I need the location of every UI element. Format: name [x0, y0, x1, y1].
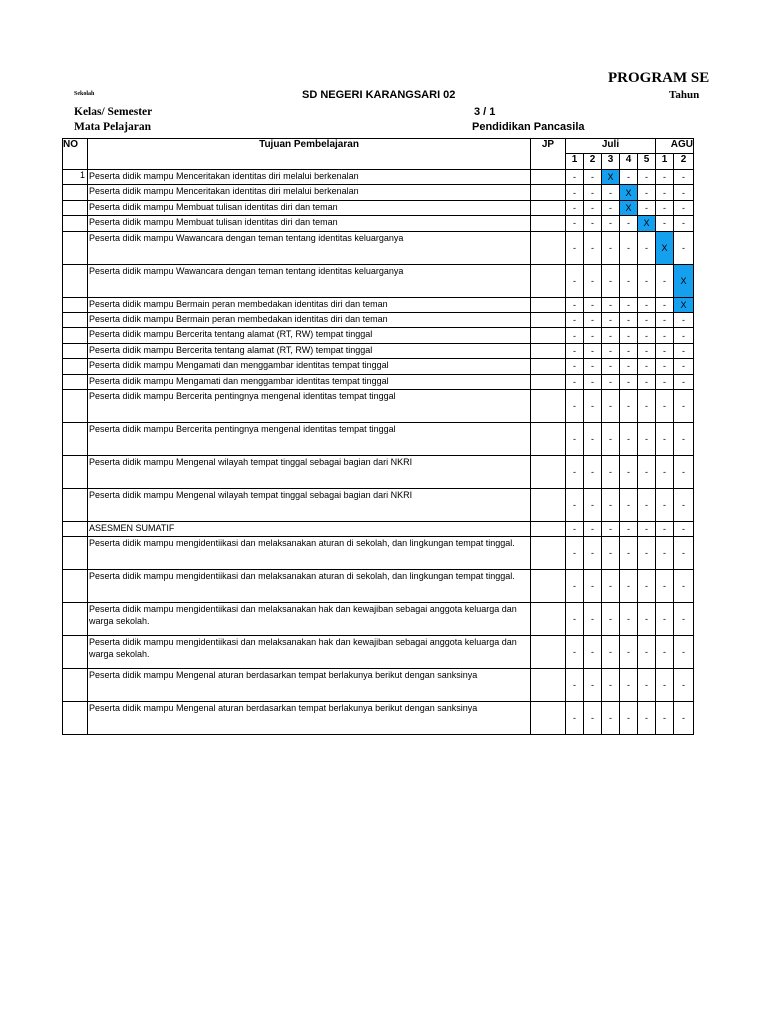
- week-cell: -: [620, 537, 638, 570]
- week-cell: -: [638, 603, 656, 636]
- week-cell: -: [620, 170, 638, 185]
- week-cell: -: [674, 669, 694, 702]
- tujuan-pembelajaran-cell: Peserta didik mampu Bercerita pentingnya mengenal identitas tempat tinggal: [88, 422, 531, 455]
- table-row: [63, 702, 694, 735]
- row-number: [63, 389, 88, 422]
- week-cell: -: [638, 422, 656, 455]
- week-cell: -: [620, 455, 638, 488]
- document-title: PROGRAM SE: [608, 70, 710, 86]
- row-number: [63, 374, 88, 389]
- tujuan-pembelajaran-cell: Peserta didik mampu Menceritakan identitas diri melalui berkenalan: [88, 185, 531, 200]
- week-cell: -: [602, 297, 620, 312]
- week-cell: -: [584, 521, 602, 536]
- week-cell: -: [620, 422, 638, 455]
- jp-cell: [531, 374, 566, 389]
- week-cell: -: [584, 570, 602, 603]
- week-cell: -: [674, 603, 694, 636]
- week-cell: -: [656, 488, 674, 521]
- week-cell-checked: X: [620, 185, 638, 200]
- row-number: [63, 422, 88, 455]
- week-cell: -: [566, 669, 584, 702]
- week-cell: -: [674, 312, 694, 327]
- week-cell: -: [656, 422, 674, 455]
- week-cell: -: [638, 374, 656, 389]
- jp-cell: [531, 702, 566, 735]
- week-cell: -: [674, 636, 694, 669]
- table-row: [63, 359, 694, 374]
- tujuan-pembelajaran-cell: Peserta didik mampu Mengamati dan menggambar identitas tempat tinggal: [88, 359, 531, 374]
- week-cell: -: [602, 312, 620, 327]
- tujuan-pembelajaran-cell: Peserta didik mampu Mengenal wilayah tempat tinggal sebagai bagian dari NKRI: [88, 488, 531, 521]
- week-cell: -: [638, 570, 656, 603]
- week-cell: -: [584, 216, 602, 231]
- week-cell: -: [602, 521, 620, 536]
- week-cell: -: [674, 170, 694, 185]
- col-no-header: NO: [63, 139, 88, 170]
- week-header-3: 3: [602, 154, 620, 170]
- table-body: [63, 170, 694, 735]
- col-tp-header: Tujuan Pembelajaran: [88, 139, 531, 170]
- table-row: [63, 669, 694, 702]
- week-cell: -: [656, 374, 674, 389]
- jp-cell: [531, 570, 566, 603]
- week-cell: -: [584, 389, 602, 422]
- month-agu-header: AGU: [656, 139, 694, 154]
- week-cell: -: [566, 343, 584, 358]
- week-cell: -: [584, 170, 602, 185]
- week-cell: -: [620, 603, 638, 636]
- week-cell: -: [602, 359, 620, 374]
- week-cell: -: [584, 343, 602, 358]
- week-cell: -: [620, 702, 638, 735]
- week-cell: -: [620, 636, 638, 669]
- month-juli-header: Juli: [566, 139, 656, 154]
- week-cell: -: [638, 455, 656, 488]
- week-cell: -: [656, 537, 674, 570]
- week-cell: -: [638, 702, 656, 735]
- week-cell: -: [620, 328, 638, 343]
- week-cell: -: [656, 603, 674, 636]
- week-cell: -: [584, 312, 602, 327]
- week-cell: -: [656, 389, 674, 422]
- week-cell: -: [566, 264, 584, 297]
- week-cell: -: [656, 521, 674, 536]
- week-cell: -: [674, 216, 694, 231]
- row-number: [63, 328, 88, 343]
- jp-cell: [531, 264, 566, 297]
- week-cell: -: [656, 185, 674, 200]
- table-row: [63, 603, 694, 636]
- week-cell: -: [656, 636, 674, 669]
- week-cell: -: [674, 702, 694, 735]
- jp-cell: [531, 343, 566, 358]
- jp-cell: [531, 231, 566, 264]
- tujuan-pembelajaran-cell: Peserta didik mampu Mengenal wilayah tempat tinggal sebagai bagian dari NKRI: [88, 455, 531, 488]
- jp-cell: [531, 297, 566, 312]
- week-cell: -: [584, 455, 602, 488]
- week-header-5: 5: [638, 154, 656, 170]
- week-header-4: 4: [620, 154, 638, 170]
- tujuan-pembelajaran-cell: ASESMEN SUMATIF: [88, 521, 531, 536]
- tujuan-pembelajaran-cell: Peserta didik mampu Mengenal aturan berdasarkan tempat berlakunya berikut dengan sanksinya: [88, 702, 531, 735]
- week-cell: -: [602, 389, 620, 422]
- week-cell: -: [566, 359, 584, 374]
- week-cell: -: [566, 422, 584, 455]
- row-number: [63, 636, 88, 669]
- week-cell: -: [584, 702, 602, 735]
- week-cell: -: [620, 343, 638, 358]
- jp-cell: [531, 185, 566, 200]
- week-cell: -: [602, 669, 620, 702]
- week-cell: -: [656, 328, 674, 343]
- tujuan-pembelajaran-cell: Peserta didik mampu Membuat tulisan identitas diri dan teman: [88, 200, 531, 215]
- week-cell: -: [674, 537, 694, 570]
- week-cell: -: [584, 359, 602, 374]
- week-cell: -: [638, 185, 656, 200]
- week-cell: -: [620, 488, 638, 521]
- tujuan-pembelajaran-cell: Peserta didik mampu Menceritakan identitas diri melalui berkenalan: [88, 170, 531, 185]
- week-cell: -: [566, 374, 584, 389]
- week-cell: -: [620, 312, 638, 327]
- week-cell: -: [656, 343, 674, 358]
- week-cell: -: [602, 264, 620, 297]
- week-cell: -: [602, 422, 620, 455]
- week-cell: -: [674, 488, 694, 521]
- week-cell: -: [656, 312, 674, 327]
- week-cell: -: [584, 297, 602, 312]
- table-row: [63, 264, 694, 297]
- week-cell: -: [584, 374, 602, 389]
- week-cell: -: [602, 537, 620, 570]
- week-header-7: 2: [674, 154, 694, 170]
- week-cell: -: [566, 488, 584, 521]
- week-cell: -: [638, 328, 656, 343]
- week-cell: -: [656, 170, 674, 185]
- week-header-1: 1: [566, 154, 584, 170]
- week-cell: -: [602, 343, 620, 358]
- week-cell: -: [602, 702, 620, 735]
- col-jp-header: JP: [531, 139, 566, 170]
- week-cell: -: [566, 328, 584, 343]
- week-cell-checked: X: [638, 216, 656, 231]
- week-cell: -: [656, 702, 674, 735]
- week-cell: -: [674, 374, 694, 389]
- week-cell-checked: X: [620, 200, 638, 215]
- week-cell: -: [566, 702, 584, 735]
- week-cell: -: [674, 570, 694, 603]
- table-row: [63, 185, 694, 200]
- week-cell: -: [674, 521, 694, 536]
- week-cell: -: [638, 359, 656, 374]
- week-cell: -: [602, 570, 620, 603]
- week-cell: -: [620, 359, 638, 374]
- week-cell: -: [566, 570, 584, 603]
- week-cell: -: [620, 521, 638, 536]
- jp-cell: [531, 455, 566, 488]
- jp-cell: [531, 216, 566, 231]
- week-cell: -: [674, 343, 694, 358]
- jp-cell: [531, 521, 566, 536]
- week-cell: -: [566, 200, 584, 215]
- row-number: [63, 200, 88, 215]
- week-cell: -: [566, 170, 584, 185]
- sekolah-value: SD NEGERI KARANGSARI 02: [302, 89, 456, 101]
- row-number: [63, 312, 88, 327]
- table-row: [63, 374, 694, 389]
- week-cell: -: [566, 297, 584, 312]
- week-cell: -: [674, 455, 694, 488]
- week-cell: -: [602, 216, 620, 231]
- tujuan-pembelajaran-cell: Peserta didik mampu Bercerita pentingnya mengenal identitas tempat tinggal: [88, 389, 531, 422]
- week-cell: -: [584, 603, 602, 636]
- week-cell: -: [566, 455, 584, 488]
- table-row: [63, 488, 694, 521]
- week-cell: -: [620, 231, 638, 264]
- week-cell: -: [674, 185, 694, 200]
- table-row: [63, 343, 694, 358]
- row-number: [63, 216, 88, 231]
- week-cell-checked: X: [656, 231, 674, 264]
- table-row: [63, 231, 694, 264]
- row-number: [63, 455, 88, 488]
- jp-cell: [531, 359, 566, 374]
- row-number: [63, 521, 88, 536]
- table-row: [63, 570, 694, 603]
- week-cell: -: [602, 200, 620, 215]
- week-cell: -: [674, 200, 694, 215]
- table-row: [63, 312, 694, 327]
- table-row: [63, 389, 694, 422]
- week-cell: -: [674, 328, 694, 343]
- row-number: [63, 570, 88, 603]
- week-cell: -: [584, 328, 602, 343]
- tujuan-pembelajaran-cell: Peserta didik mampu mengidentiikasi dan melaksanakan hak dan kewajiban sebagai anggota keluarga dan warga sekolah.: [88, 603, 531, 636]
- week-cell: -: [638, 231, 656, 264]
- week-cell: -: [602, 455, 620, 488]
- jp-cell: [531, 170, 566, 185]
- week-cell: -: [638, 488, 656, 521]
- week-cell: -: [602, 231, 620, 264]
- week-cell: -: [638, 636, 656, 669]
- week-cell: -: [638, 669, 656, 702]
- row-number: [63, 669, 88, 702]
- week-cell: -: [656, 570, 674, 603]
- row-number: [63, 343, 88, 358]
- week-cell: -: [638, 537, 656, 570]
- week-cell-checked: X: [674, 297, 694, 312]
- row-number: [63, 264, 88, 297]
- week-cell: -: [584, 264, 602, 297]
- week-cell: -: [584, 422, 602, 455]
- week-cell: -: [566, 389, 584, 422]
- week-cell: -: [638, 389, 656, 422]
- tujuan-pembelajaran-cell: Peserta didik mampu Bermain peran membedakan identitas diri dan teman: [88, 297, 531, 312]
- week-cell-checked: X: [602, 170, 620, 185]
- tujuan-pembelajaran-cell: Peserta didik mampu Mengamati dan menggambar identitas tempat tinggal: [88, 374, 531, 389]
- jp-cell: [531, 636, 566, 669]
- table-row: [63, 170, 694, 185]
- jp-cell: [531, 312, 566, 327]
- tujuan-pembelajaran-cell: Peserta didik mampu Bermain peran membedakan identitas diri dan teman: [88, 312, 531, 327]
- week-cell: -: [602, 374, 620, 389]
- week-cell-checked: X: [674, 264, 694, 297]
- table-row: [63, 328, 694, 343]
- row-number: [63, 603, 88, 636]
- week-cell: -: [674, 231, 694, 264]
- week-header-2: 2: [584, 154, 602, 170]
- week-cell: -: [638, 343, 656, 358]
- week-cell: -: [602, 636, 620, 669]
- tujuan-pembelajaran-cell: Peserta didik mampu Wawancara dengan teman tentang identitas keluarganya: [88, 231, 531, 264]
- table-row: [63, 537, 694, 570]
- jp-cell: [531, 422, 566, 455]
- row-number: 1: [63, 170, 88, 185]
- week-cell: -: [566, 603, 584, 636]
- tujuan-pembelajaran-cell: Peserta didik mampu Wawancara dengan teman tentang identitas keluarganya: [88, 264, 531, 297]
- week-cell: -: [566, 312, 584, 327]
- week-cell: -: [674, 422, 694, 455]
- week-cell: -: [656, 669, 674, 702]
- week-cell: -: [638, 297, 656, 312]
- mapel-label: Mata Pelajaran: [74, 121, 151, 133]
- tujuan-pembelajaran-cell: Peserta didik mampu mengidentiikasi dan melaksanakan aturan di sekolah, dan lingkungan tempat tinggal.: [88, 537, 531, 570]
- week-cell: -: [602, 328, 620, 343]
- week-cell: -: [674, 389, 694, 422]
- week-cell: -: [638, 170, 656, 185]
- week-cell: -: [620, 669, 638, 702]
- row-number: [63, 537, 88, 570]
- row-number: [63, 231, 88, 264]
- jp-cell: [531, 328, 566, 343]
- jp-cell: [531, 603, 566, 636]
- week-cell: -: [584, 636, 602, 669]
- sekolah-label: Sekolah: [74, 91, 95, 97]
- week-cell: -: [638, 312, 656, 327]
- week-cell: -: [602, 488, 620, 521]
- week-cell: -: [584, 669, 602, 702]
- week-cell: -: [638, 200, 656, 215]
- row-number: [63, 297, 88, 312]
- week-cell: -: [566, 521, 584, 536]
- table-row: [63, 297, 694, 312]
- table-row: [63, 216, 694, 231]
- kelas-value: 3 / 1: [474, 106, 496, 118]
- week-cell: -: [566, 636, 584, 669]
- tujuan-pembelajaran-cell: Peserta didik mampu Membuat tulisan identitas diri dan teman: [88, 216, 531, 231]
- row-number: [63, 359, 88, 374]
- tahun-label: Tahun: [669, 89, 700, 101]
- tujuan-pembelajaran-cell: Peserta didik mampu Mengenal aturan berdasarkan tempat berlakunya berikut dengan sanksinya: [88, 669, 531, 702]
- week-cell: -: [656, 297, 674, 312]
- week-cell: -: [602, 603, 620, 636]
- row-number: [63, 185, 88, 200]
- week-cell: -: [656, 359, 674, 374]
- week-cell: -: [566, 537, 584, 570]
- week-cell: -: [656, 200, 674, 215]
- week-cell: -: [656, 216, 674, 231]
- week-cell: -: [584, 488, 602, 521]
- tujuan-pembelajaran-cell: Peserta didik mampu mengidentiikasi dan melaksanakan hak dan kewajiban sebagai anggota keluarga dan warga sekolah.: [88, 636, 531, 669]
- week-cell: -: [584, 231, 602, 264]
- week-cell: -: [638, 264, 656, 297]
- week-cell: -: [656, 455, 674, 488]
- kelas-label: Kelas/ Semester: [74, 106, 153, 118]
- tujuan-pembelajaran-cell: Peserta didik mampu Bercerita tentang alamat (RT, RW) tempat tinggal: [88, 328, 531, 343]
- table-row: [63, 636, 694, 669]
- jp-cell: [531, 200, 566, 215]
- jp-cell: [531, 669, 566, 702]
- jp-cell: [531, 488, 566, 521]
- table-row: [63, 521, 694, 536]
- week-cell: -: [584, 537, 602, 570]
- row-number: [63, 702, 88, 735]
- week-cell: -: [620, 389, 638, 422]
- week-cell: -: [620, 264, 638, 297]
- program-table: [62, 138, 694, 735]
- table-row: [63, 455, 694, 488]
- mapel-value: Pendidikan Pancasila: [472, 121, 585, 133]
- row-number: [63, 488, 88, 521]
- tujuan-pembelajaran-cell: Peserta didik mampu mengidentiikasi dan melaksanakan aturan di sekolah, dan lingkungan tempat tinggal.: [88, 570, 531, 603]
- week-cell: -: [620, 297, 638, 312]
- table-row: [63, 200, 694, 215]
- week-cell: -: [602, 185, 620, 200]
- table-row: [63, 422, 694, 455]
- week-cell: -: [620, 570, 638, 603]
- jp-cell: [531, 389, 566, 422]
- week-cell: -: [584, 200, 602, 215]
- week-cell: -: [566, 231, 584, 264]
- jp-cell: [531, 537, 566, 570]
- week-cell: -: [566, 185, 584, 200]
- week-cell: -: [674, 359, 694, 374]
- week-cell: -: [620, 216, 638, 231]
- week-cell: -: [638, 521, 656, 536]
- week-header-6: 1: [656, 154, 674, 170]
- week-cell: -: [620, 374, 638, 389]
- tujuan-pembelajaran-cell: Peserta didik mampu Bercerita tentang alamat (RT, RW) tempat tinggal: [88, 343, 531, 358]
- week-cell: -: [656, 264, 674, 297]
- week-cell: -: [566, 216, 584, 231]
- week-cell: -: [584, 185, 602, 200]
